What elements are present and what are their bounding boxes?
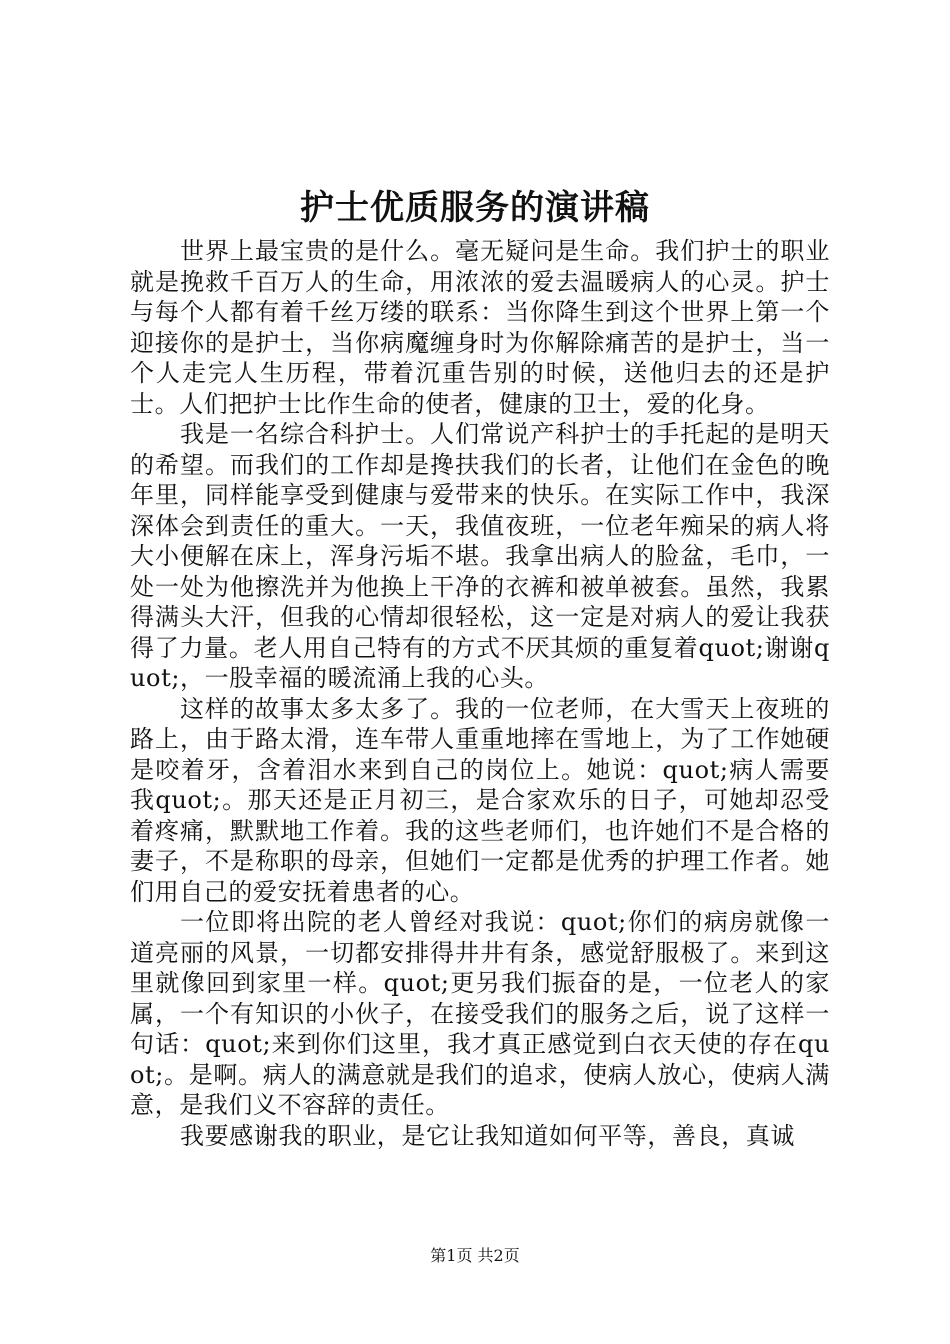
paragraph-3: 这样的故事太多太多了。我的一位老师，在大雪天上夜班的路上，由于路太滑，连车带人重重地摔在雪地上，为了工作她硬是咬着牙，含着泪水来到自己的岗位上。她说：quot;病人需要我quot;。那天还是正月初三，是合家欢乐的日子，可她却忍受着疼痛，默默地工作着。我的这些老师们，也许她们不是合格的妻子，不是称职的母亲，但她们一定都是优秀的护理工作者。她们用自己的爱安抚着患者的心。 [130, 694, 830, 906]
paragraph-4: 一位即将出院的老人曾经对我说：quot;你们的病房就像一道亮丽的风景，一切都安排得井井有条，感觉舒服极了。来到这里就像回到家里一样。quot;更另我们振奋的是，一位老人的家属，一个有知识的小伙子，在接受我们的服务之后，说了这样一句话：quot;来到你们这里，我才真正感觉到白衣天使的存在quot;。是啊。病人的满意就是我们的追求，使病人放心，使病人满意，是我们义不容辞的责任。 [130, 908, 830, 1119]
paragraph-2: 我是一名综合科护士。人们常说产科护士的手托起的是明天的希望。而我们的工作却是搀扶我们的长者，让他们在金色的晚年里，同样能享受到健康与爱带来的快乐。在实际工作中，我深深体会到责任的重大。一天，我值夜班，一位老年痴呆的病人将大小便解在床上，浑身污垢不堪。我拿出病人的脸盆，毛巾，一处一处为他擦洗并为他换上干净的衣裤和被单被套。虽然，我累得满头大汗，但我的心情却很轻松，这一定是对病人的爱让我获得了力量。老人用自己特有的方式不厌其烦的重复着quot;谢谢quot;，一股幸福的暖流涌上我的心头。 [130, 420, 830, 692]
document-title: 护士优质服务的演讲稿 [300, 188, 650, 228]
paragraph-1: 世界上最宝贵的是什么。毫无疑问是生命。我们护士的职业就是挽救千百万人的生命，用浓浓的爱去温暖病人的心灵。护士与每个人都有着千丝万缕的联系：当你降生到这个世界上第一个迎接你的是护士，当你病魔缠身时为你解除痛苦的是护士，当一个人走完人生历程，带着沉重告别的时候，送他归去的还是护士。人们把护士比作生命的使者，健康的卫士，爱的化身。 [130, 237, 830, 418]
page-footer: 第1页 共2页 [430, 1246, 520, 1265]
paragraph-5: 我要感谢我的职业，是它让我知道如何平等，善良，真诚 [180, 1121, 795, 1150]
document-body [130, 236, 830, 1151]
